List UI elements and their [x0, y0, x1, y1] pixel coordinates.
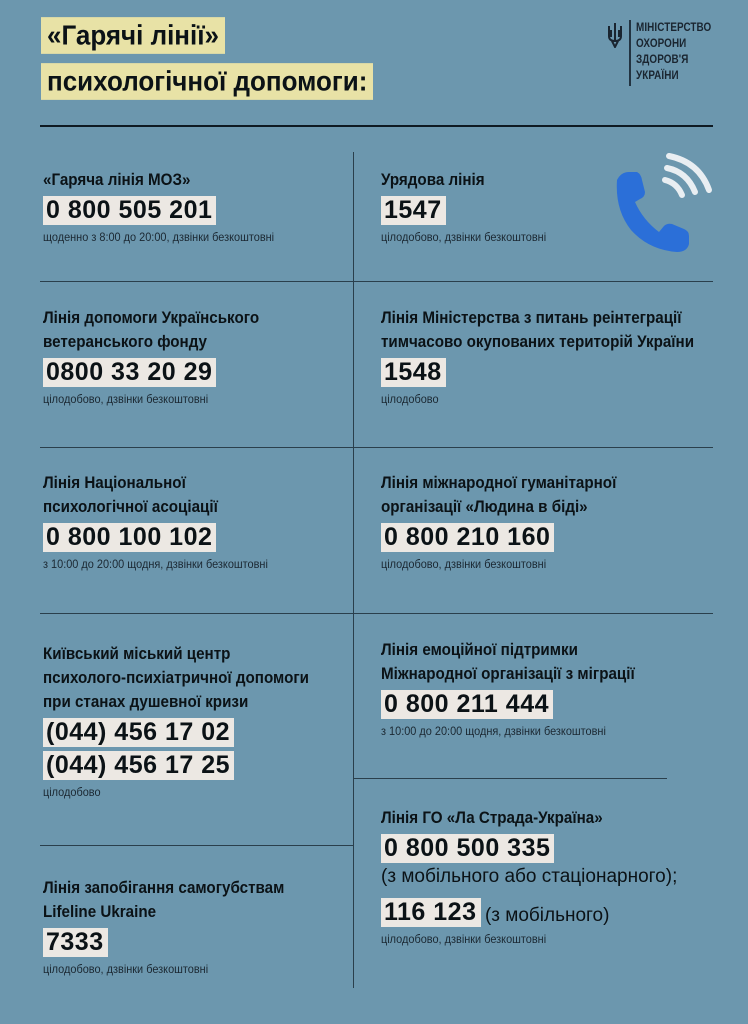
hotline-veteran-fund — [43, 306, 278, 406]
column-divider — [353, 152, 354, 988]
phone-number[interactable]: 0 800 211 444 — [381, 690, 553, 719]
hotline-note: цілодобово — [381, 394, 439, 406]
hotline-note: щоденно з 8:00 до 20:00, дзвінки безкоштовні — [43, 232, 275, 244]
hotline-iom — [381, 638, 657, 738]
hotline-name: Лінія Міністерства з питань реінтеграції тимчасово окупованих територій України — [381, 309, 695, 351]
hotline-note: з 10:00 до 20:00 щодня, дзвінки безкоштовні — [43, 559, 268, 571]
row-divider — [40, 613, 713, 614]
number-qualifier: (з мобільного або стаціонарного); — [381, 866, 678, 887]
phone-number[interactable]: 0 800 210 160 — [381, 523, 554, 552]
phone-number[interactable]: (044) 456 17 02 — [43, 718, 234, 747]
hotline-note: цілодобово, дзвінки безкоштовні — [381, 232, 547, 244]
hotline-note: з 10:00 до 20:00 щодня, дзвінки безкоштовні — [381, 726, 606, 738]
logo-line-4: УКРАЇНИ — [636, 70, 679, 82]
title-line-1: «Гарячі лінії» — [41, 17, 225, 54]
hotline-people-in-need — [381, 471, 637, 571]
hotline-kyiv-center — [43, 642, 332, 799]
hotline-moz — [43, 168, 286, 244]
hotline-psych-association — [43, 471, 280, 571]
row-divider — [40, 845, 353, 846]
number-qualifier: (з мобільного) — [484, 904, 610, 926]
hotline-note: цілодобово, дзвінки безкоштовні — [381, 934, 547, 946]
hotline-name: «Гаряча лінія МОЗ» — [43, 171, 191, 189]
hotline-name: Київський міський центр психолого-психіатричної допомоги при станах душевної кризи — [43, 645, 310, 711]
hotline-la-strada — [381, 806, 677, 946]
hotline-lifeline — [43, 876, 305, 976]
row-divider — [40, 281, 713, 282]
phone-icon — [607, 150, 717, 260]
hotline-name: Лінія міжнародної гуманітарної організації «Людина в біді» — [381, 474, 617, 516]
logo-divider — [629, 20, 631, 86]
hotline-name: Лінія допомоги Українського ветеранського фонду — [43, 309, 260, 351]
row-divider — [40, 447, 713, 448]
hotline-name: Урядова лінія — [381, 171, 485, 189]
logo-line-1: МІНІСТЕРСТВО — [636, 22, 712, 34]
hotline-government — [381, 168, 555, 244]
hotline-name: Лінія ГО «Ла Страда-Україна» — [381, 809, 603, 827]
logo-line-3: ЗДОРОВ'Я — [636, 54, 689, 66]
hotline-note: цілодобово, дзвінки безкоштовні — [43, 394, 209, 406]
logo-line-2: ОХОРОНИ — [636, 38, 687, 50]
header-rule — [40, 125, 713, 127]
ministry-logo — [606, 20, 726, 90]
hotline-name: Лінія Національної психологічної асоціації — [43, 474, 218, 516]
phone-number[interactable]: 0 800 505 201 — [43, 196, 216, 225]
row-divider — [354, 778, 667, 779]
phone-number[interactable]: 1548 — [381, 358, 446, 387]
hotline-note: цілодобово — [43, 787, 101, 799]
logo-text — [636, 20, 711, 84]
trident-icon — [606, 22, 624, 48]
phone-number[interactable]: (044) 456 17 25 — [43, 751, 234, 780]
phone-number[interactable]: 0 800 100 102 — [43, 523, 216, 552]
hotline-note: цілодобово, дзвінки безкоштовні — [43, 964, 209, 976]
phone-number[interactable]: 0800 33 20 29 — [43, 358, 216, 387]
hotline-name: Лінія емоційної підтримки Міжнародної організації з міграції — [381, 641, 635, 683]
phone-number[interactable]: 116 123 — [381, 898, 481, 927]
title-line-2: психологічної допомоги: — [41, 63, 373, 100]
phone-number[interactable]: 1547 — [381, 196, 446, 225]
hotline-name: Лінія запобігання самогубствам Lifeline Ukraine — [43, 879, 285, 921]
phone-number[interactable]: 7333 — [43, 928, 108, 957]
phone-number[interactable]: 0 800 500 335 — [381, 834, 554, 863]
hotline-reintegration-ministry — [381, 306, 721, 406]
hotline-note: цілодобово, дзвінки безкоштовні — [381, 559, 547, 571]
